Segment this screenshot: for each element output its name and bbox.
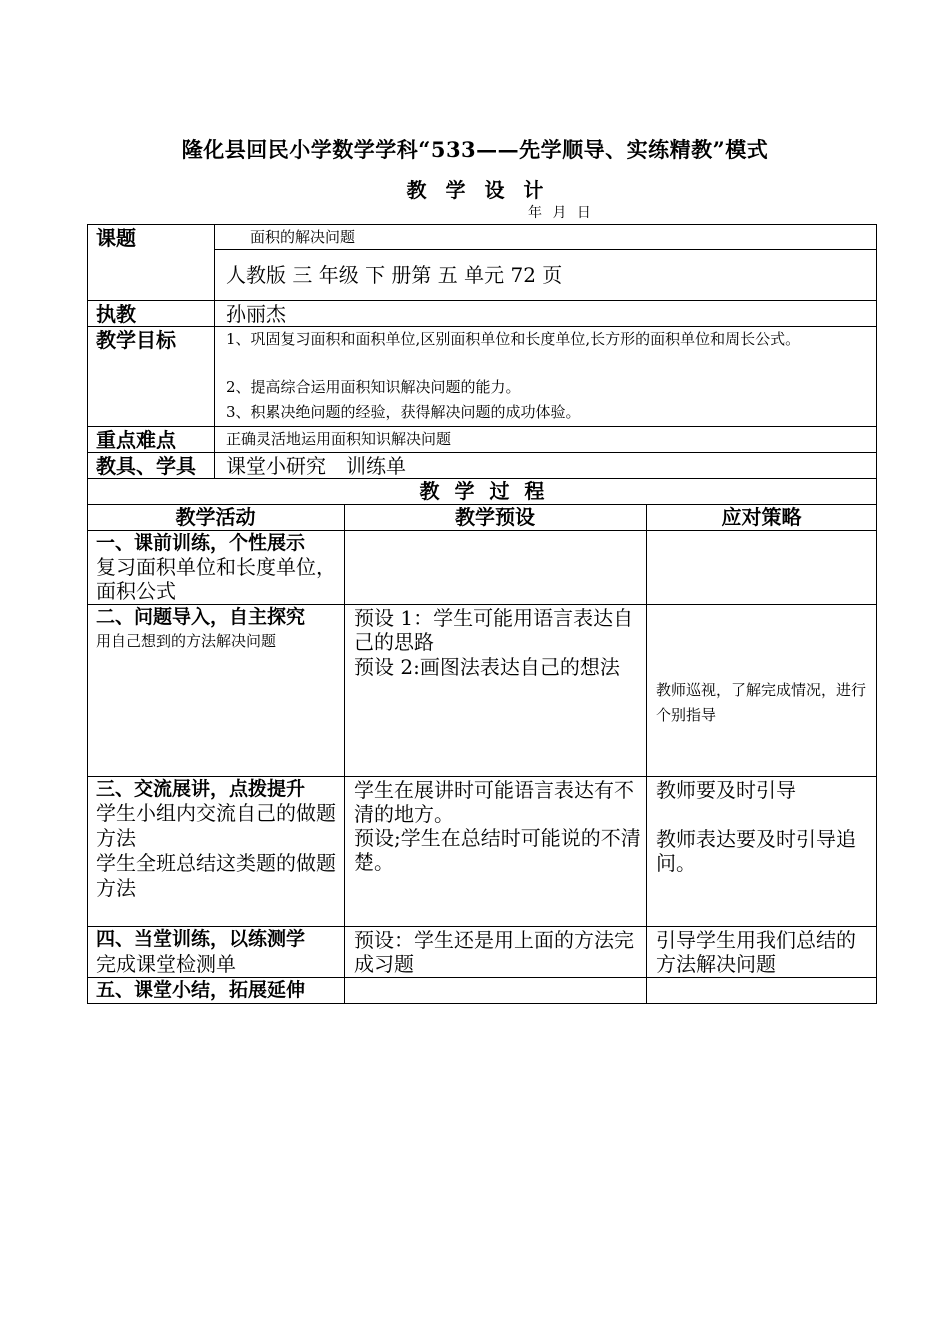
row-divider — [214, 249, 877, 250]
step-5-heading: 五、课堂小结，拓展延伸 — [96, 979, 306, 1001]
step-3-heading: 三、交流展讲，点拨提升 — [96, 778, 306, 800]
row-divider — [87, 604, 877, 605]
step-3-strategy-1: 教师要及时引导 — [656, 778, 796, 802]
goal-3: 3、积累决绝问题的经验，获得解决问题的成功体验。 — [226, 403, 581, 421]
row-divider — [87, 326, 877, 327]
step-2-preset-2: 预设 2:画图法表达自己的想法 — [354, 655, 620, 679]
column-divider — [344, 504, 345, 1004]
tools-value: 课堂小研究 训练单 — [226, 454, 406, 478]
goal-1: 1、巩固复习面积和面积单位,区别面积单位和长度单位,长方形的面积单位和周长公式。 — [226, 330, 801, 348]
tools-label: 教具、学具 — [96, 454, 196, 478]
teacher-label: 执教 — [96, 302, 136, 326]
step-4-strategy: 引导学生用我们总结的方法解决问题 — [656, 928, 856, 976]
column-header-preset: 教学预设 — [455, 505, 535, 529]
process-title: 教 学 过 程 — [419, 479, 545, 503]
goals-label: 教学目标 — [96, 328, 176, 352]
step-4-heading: 四、当堂训练，以练测学 — [96, 928, 306, 950]
step-1-activity: 复习面积单位和长度单位，面积公式 — [96, 555, 336, 603]
column-divider — [646, 504, 647, 1004]
row-divider — [87, 926, 877, 927]
step-3-activity-2: 学生全班总结这类题的做题方法 — [96, 851, 336, 900]
topic-value: 面积的解决问题 — [250, 228, 356, 246]
row-divider — [87, 776, 877, 777]
row-divider — [87, 530, 877, 531]
step-2-strategy: 教师巡视，了解完成情况，进行个别指导 — [656, 681, 867, 724]
row-divider — [87, 300, 877, 301]
row-divider — [87, 426, 877, 427]
document-subtitle: 教 学 设 计 — [406, 178, 544, 202]
column-divider — [214, 224, 215, 478]
step-2-activity: 用自己想到的方法解决问题 — [96, 632, 277, 650]
step-4-activity: 完成课堂检测单 — [96, 952, 236, 976]
step-2-preset-1: 预设 1：学生可能用语言表达自己的思路 — [354, 606, 634, 654]
row-divider — [87, 452, 877, 453]
step-3-preset-1: 学生在展讲时可能语言表达有不清的地方。 — [354, 778, 634, 826]
step-4-preset: 预设：学生还是用上面的方法完成习题 — [354, 928, 634, 976]
step-3-preset-2: 预设;学生在总结时可能说的不清楚。 — [354, 826, 641, 874]
textbook-info: 人教版 三 年级 下 册第 五 单元 72 页 — [226, 263, 563, 287]
keypoints-value: 正确灵活地运用面积知识解决问题 — [226, 430, 452, 448]
step-3-strategy-2: 教师表达要及时引导追问。 — [656, 827, 856, 875]
teacher-value: 孙丽杰 — [226, 302, 286, 326]
goal-2: 2、提高综合运用面积知识解决问题的能力。 — [226, 378, 521, 396]
step-2-heading: 二、问题导入，自主探究 — [96, 606, 306, 628]
date-line: 年 月 日 — [528, 205, 591, 221]
keypoints-label: 重点难点 — [96, 428, 176, 452]
column-header-strategy: 应对策略 — [721, 505, 802, 529]
topic-label: 课题 — [96, 226, 136, 250]
step-1-heading: 一、课前训练，个性展示 — [96, 532, 306, 554]
document-title: 隆化县回民小学数学学科“533——先学顺导、实练精教”模式 — [181, 137, 769, 162]
step-3-activity-1: 学生小组内交流自己的做题方法 — [96, 801, 336, 850]
row-divider — [87, 977, 877, 978]
column-header-activity: 教学活动 — [175, 505, 256, 529]
